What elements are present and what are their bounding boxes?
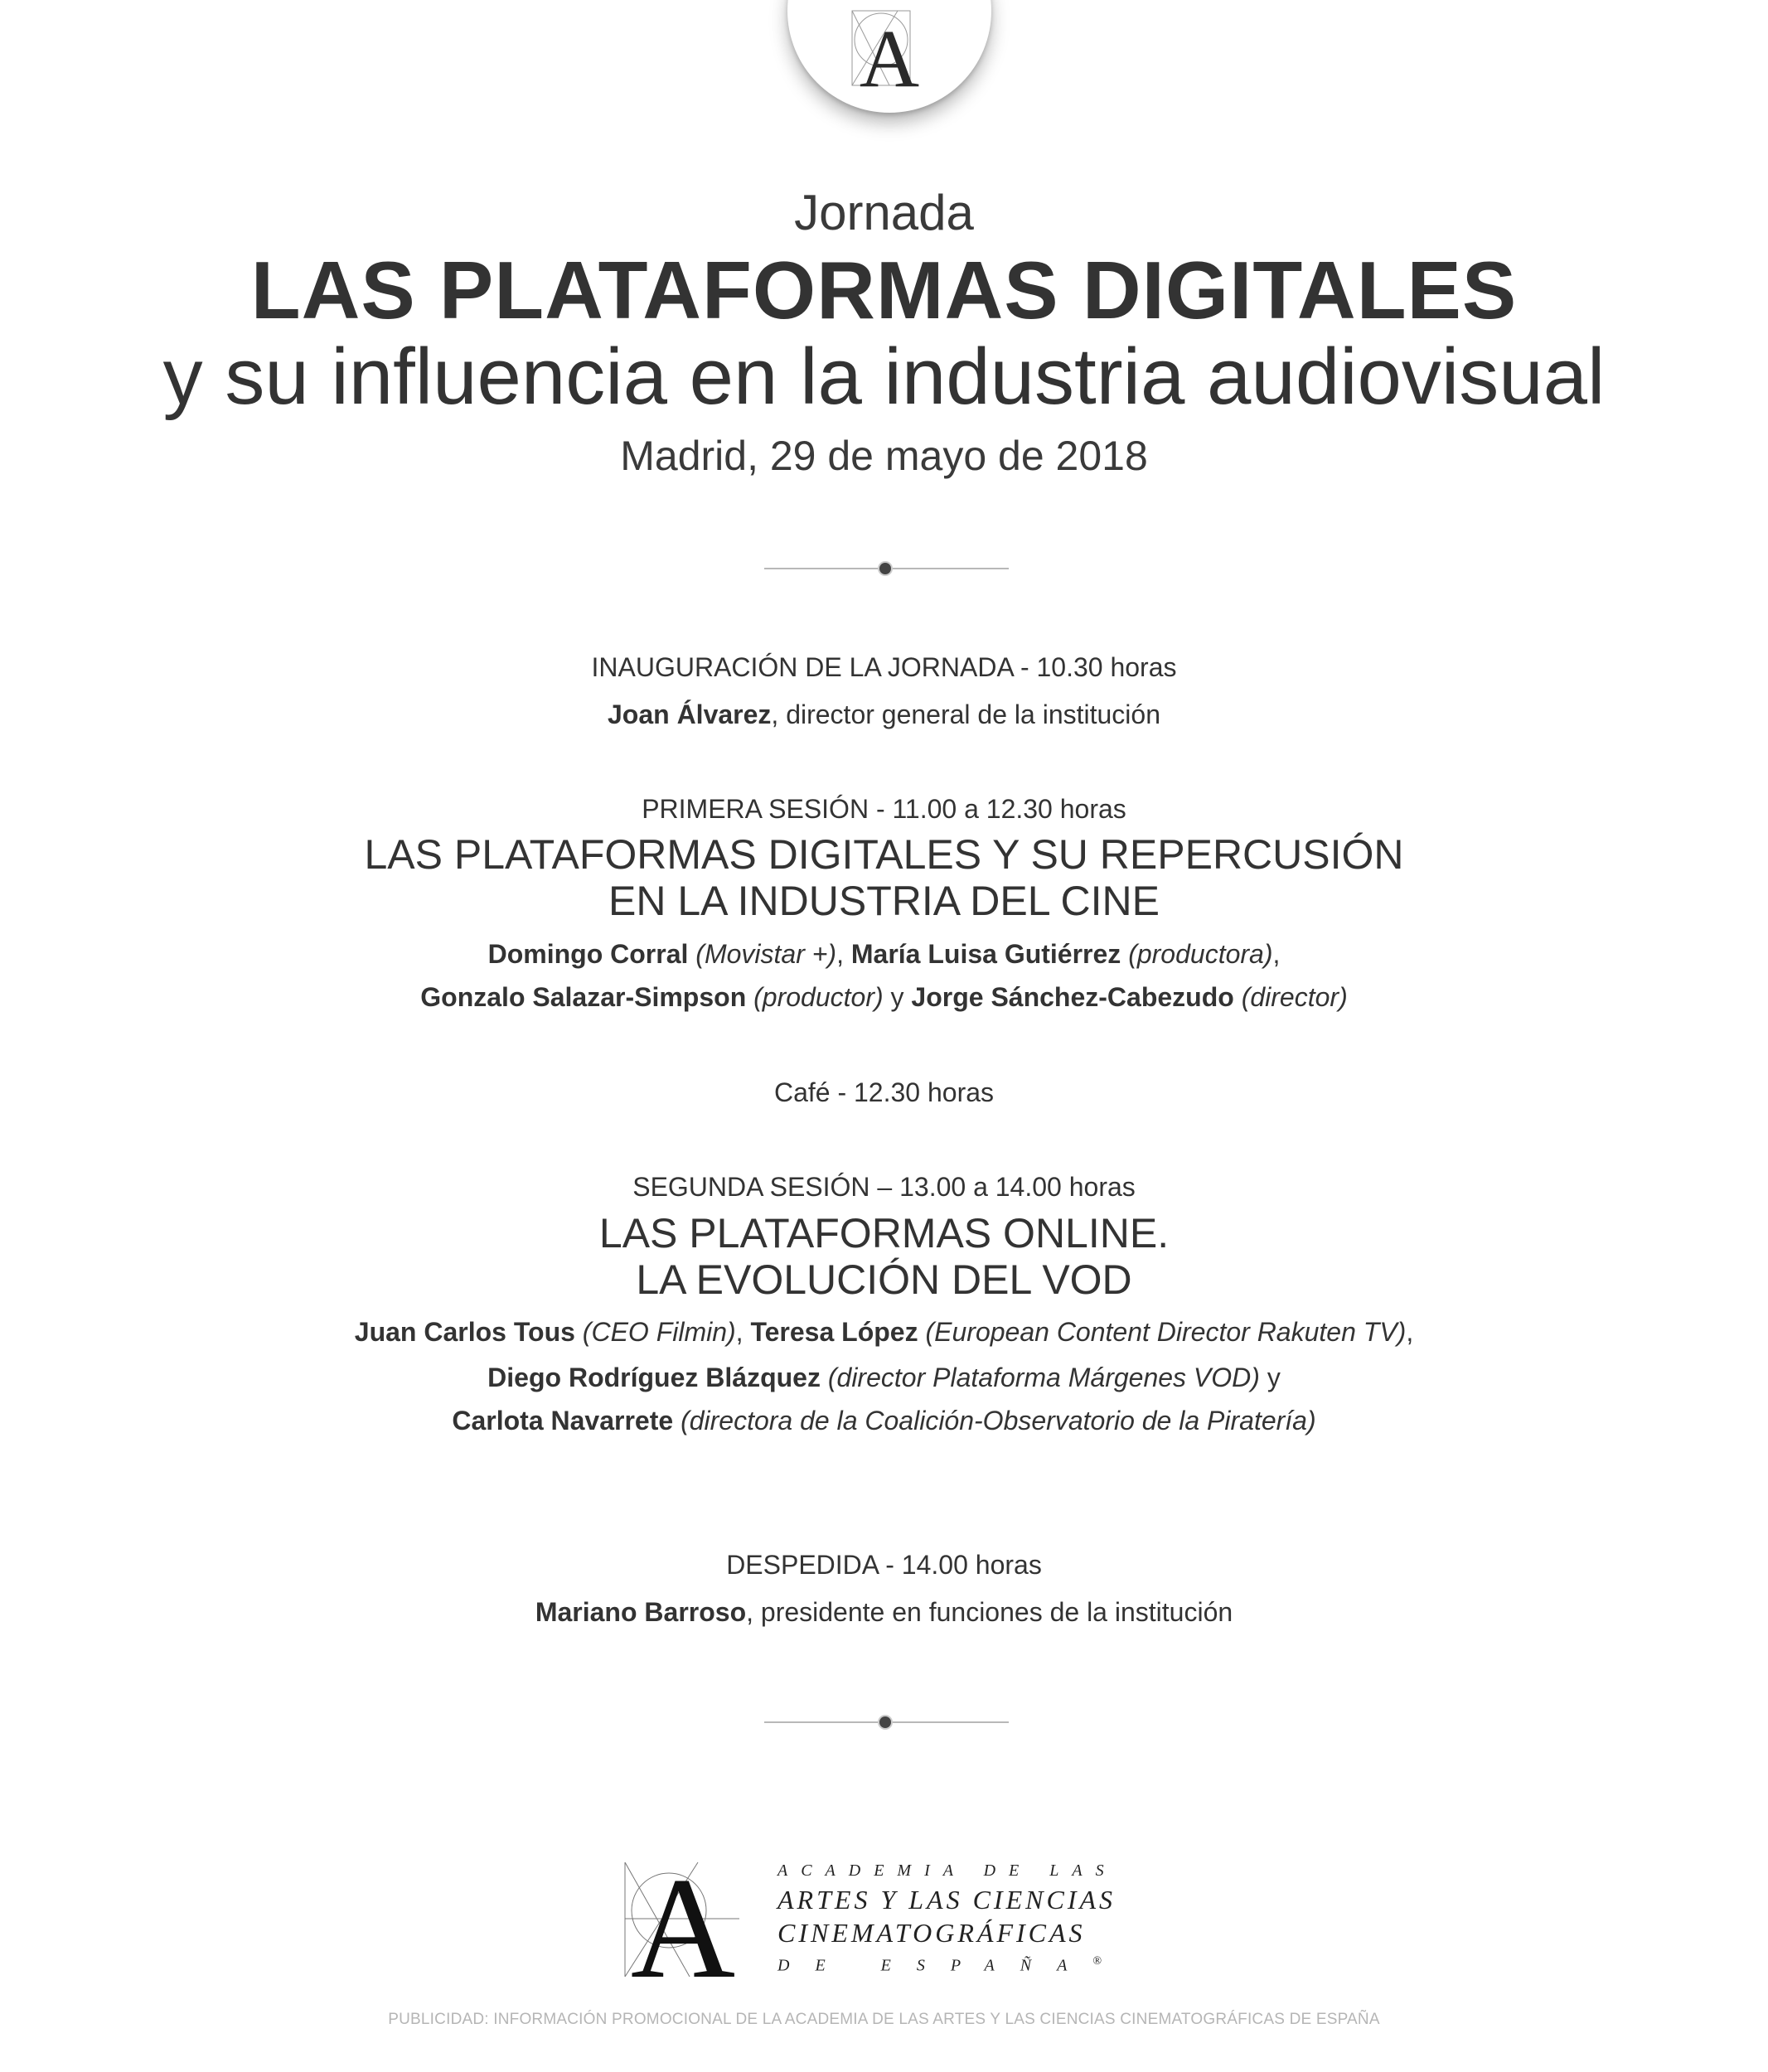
speaker-role: (productor) (753, 982, 884, 1012)
session1-label: PRIMERA SESIÓN (642, 794, 869, 824)
separator: , (1272, 939, 1281, 969)
session2-label: SEGUNDA SESIÓN (632, 1172, 870, 1202)
coffee-label: Café - (773, 1077, 854, 1107)
speaker-role: (productora) (1128, 939, 1273, 969)
speaker-role: (director) (1241, 982, 1348, 1012)
separator: , (836, 939, 851, 969)
footer-disclaimer: PUBLICIDAD: INFORMACIÓN PROMOCIONAL DE LA ACADEMIA DE LAS ARTES Y LAS CIENCIAS CINEMATOGRÁFICAS DE ESPAÑA (388, 2011, 1380, 2028)
academy-name-row4-text: DE ESPAÑA (777, 1956, 1093, 1975)
speaker-name: Gonzalo Salazar-Simpson (420, 982, 747, 1012)
top-emblem (787, 0, 991, 113)
inauguration-speaker (0, 697, 1768, 732)
session2-title-line1: LAS PLATAFORMAS ONLINE. (598, 1210, 1170, 1256)
academy-name-row3: CINEMATOGRÁFICAS (777, 1918, 1086, 1948)
page-subtitle: y su influencia en la industria audiovisual (162, 332, 1606, 421)
academy-name-row2: ARTES Y LAS CIENCIAS (777, 1885, 1117, 1915)
session1-title-line1: LAS PLATAFORMAS DIGITALES Y SU REPERCUSIÓN (364, 831, 1404, 878)
speaker-name: Diego Rodríguez Blázquez (487, 1363, 821, 1392)
header-kicker: Jornada (794, 185, 974, 240)
speaker-name: Jorge Sánchez-Cabezudo (911, 982, 1234, 1012)
speaker-role: , presidente en funciones de la institución (746, 1597, 1233, 1627)
inauguration-label: INAUGURACIÓN DE LA JORNADA (591, 652, 1014, 682)
separator: , (1406, 1317, 1414, 1347)
academy-a-emblem-icon (848, 7, 931, 98)
session2-speakers-line3 (0, 1403, 1768, 1438)
speaker-role: , director general de la institución (771, 700, 1160, 729)
separator: , (735, 1317, 751, 1347)
speaker-name: Carlota Navarrete (452, 1406, 674, 1435)
farewell-speaker (0, 1595, 1768, 1629)
farewell-time: - 14.00 horas (878, 1550, 1042, 1580)
speaker-name: Teresa López (750, 1317, 918, 1347)
farewell-label: DESPEDIDA (726, 1550, 879, 1580)
session1-speakers-line2 (0, 980, 1768, 1014)
speaker-name: Domingo Corral (487, 939, 689, 969)
session2-time: – 13.00 a 14.00 horas (869, 1172, 1136, 1202)
session2-speakers-line1 (0, 1314, 1768, 1349)
session2-title-line2: LA EVOLUCIÓN DEL VOD (636, 1256, 1132, 1303)
academy-name-row1: ACADEMIA DE LAS (777, 1861, 1117, 1880)
academy-a-logo-icon (623, 1861, 744, 1981)
academy-name-row4 (777, 1949, 1167, 1978)
session1-speakers-line1 (0, 937, 1768, 971)
coffee-break (0, 1076, 1768, 1109)
separator: y (1259, 1363, 1281, 1392)
page-title: LAS PLATAFORMAS DIGITALES (250, 244, 1518, 336)
registered-mark: ® (1092, 1955, 1102, 1968)
speaker-name: Joan Álvarez (607, 700, 772, 729)
farewell-heading (0, 1548, 1768, 1581)
speaker-name: Mariano Barroso (535, 1597, 747, 1627)
logo-letter: A (630, 1861, 736, 1981)
divider-bottom (764, 1714, 1009, 1731)
session2-heading (0, 1170, 1768, 1203)
speaker-role: (European Content Director Rakuten TV) (925, 1317, 1407, 1347)
inauguration-heading (0, 651, 1768, 684)
separator: y (883, 982, 912, 1012)
speaker-role: (Movistar +) (695, 939, 837, 969)
session1-title-line2: EN LA INDUSTRIA DEL CINE (608, 878, 1160, 924)
divider-dot-icon (879, 563, 891, 574)
divider-dot-icon (879, 1716, 891, 1728)
inauguration-time: - 10.30 horas (1013, 652, 1177, 682)
speaker-name: María Luisa Gutiérrez (850, 939, 1121, 969)
speaker-name: Juan Carlos Tous (354, 1317, 575, 1347)
speaker-role: (directora de la Coalición-Observatorio de la Piratería) (681, 1406, 1316, 1435)
speaker-role: (director Plataforma Márgenes VOD) (827, 1363, 1260, 1392)
emblem-letter: A (859, 12, 920, 98)
divider-top (764, 560, 1009, 577)
academy-name (777, 1858, 1167, 1978)
session1-time: - 11.00 a 12.30 horas (869, 794, 1126, 824)
session1-heading (0, 792, 1768, 825)
event-date: Madrid, 29 de mayo de 2018 (620, 433, 1148, 479)
speaker-role: (CEO Filmin) (582, 1317, 736, 1347)
coffee-time: 12.30 horas (854, 1077, 995, 1107)
session2-speakers-line2 (0, 1360, 1768, 1395)
